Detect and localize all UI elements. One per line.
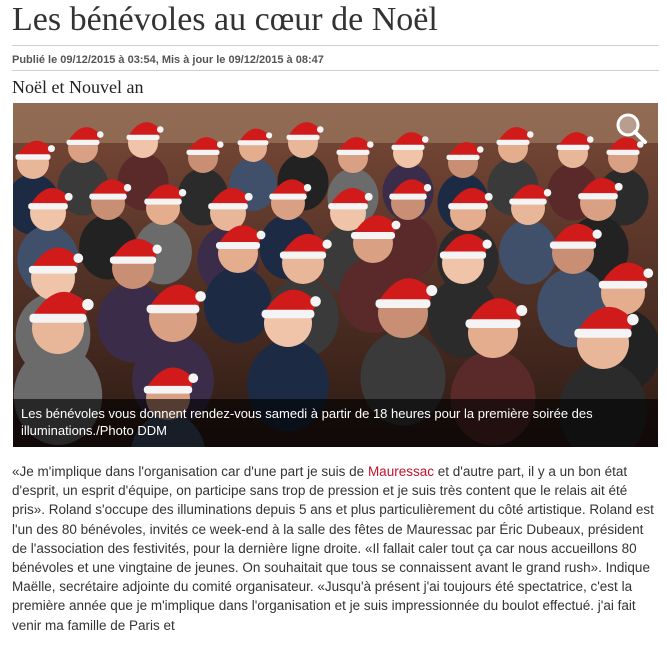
zoom-magnifier-icon[interactable] <box>614 111 648 145</box>
meta-divider <box>12 70 659 71</box>
title-divider <box>12 45 659 46</box>
photo-caption: Les bénévoles vous donnent rendez-vous samedi à partir de 18 heures pour la première soirée des illuminations./Photo DDM <box>13 399 658 447</box>
article-photo[interactable] <box>13 103 658 447</box>
section-heading: Noël et Nouvel an <box>12 77 144 97</box>
crowd-photo-illustration <box>13 103 658 447</box>
article-body <box>12 462 657 635</box>
article-title: Les bénévoles au cœur de Noël <box>12 1 438 38</box>
body-text-start: «Je m'implique dans l'organisation car d'une part je suis de <box>12 464 368 479</box>
publish-meta: Publié le 09/12/2015 à 03:54, Mis à jour le 09/12/2015 à 08:47 <box>12 54 324 66</box>
place-link-mauressac[interactable]: Mauressac <box>367 464 434 479</box>
body-text-continued: et d'autre part, il y a un bon état d'esprit, un esprit d'équipe, on participe sans trop de pression et je suis très content que le relais ait été pris». Roland s'occupe des illuminations depuis 5 ans et plus particulièrement du côté artistique. Roland est l'un des 80 bénévoles, invités ce week-end à la salle des fêtes de Mauressac par Éric Dubeaux, président de l'association des festivités, pour la dernière ligne droite. «Il fallait caler tout ça car nous accueillons 80 bénévoles et une vingtaine de jeunes. On souhaitait que tous se connaissent avant le grand rush». Indique Maëlle, secrétaire adjointe du comité organisateur. «Jusqu'à présent j'ai toujours été spectatrice, c'est la première année que je m'implique dans l'organisation et je suis impressionnée du boulot effectué. j'ai fait venir ma famille de Paris et <box>12 464 654 633</box>
